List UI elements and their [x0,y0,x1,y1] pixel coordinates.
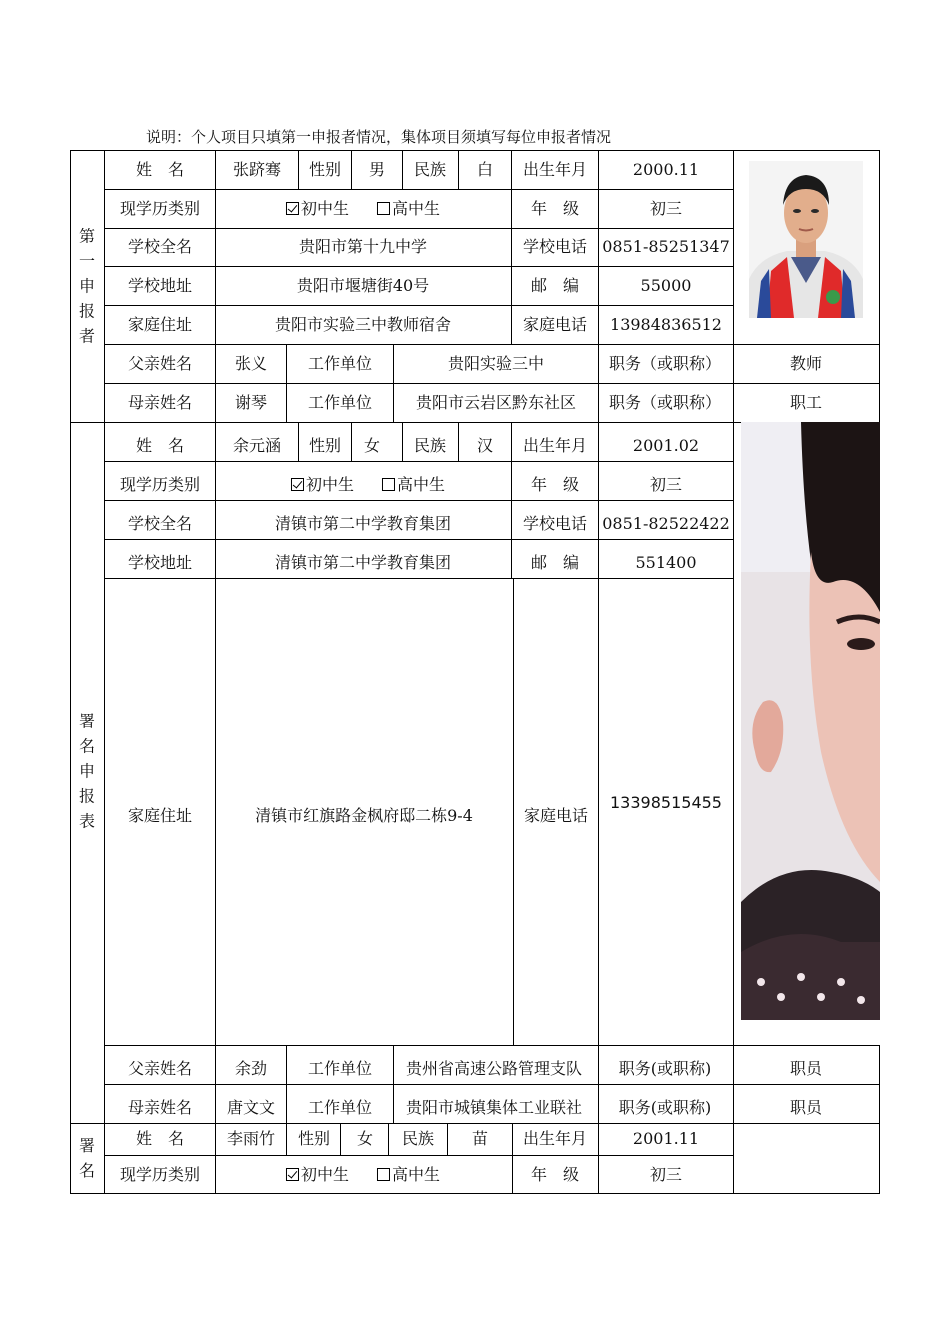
applicant2-postcode: 551400 [635,553,697,572]
applicant1-gender: 男 [368,160,386,179]
label-ethnicity: 民族 [413,160,447,179]
senior-option[interactable]: 高中生 [377,1167,440,1183]
applicant2-school-addr: 清镇市第二中学教育集团 [274,553,452,572]
applicant2-ethnicity: 汉 [476,436,494,455]
label-school-name: 学校全名 [127,237,193,256]
applicant1-postcode: 55000 [640,276,692,295]
applicant1-school-addr: 贵阳市堰塘街40号 [296,276,430,295]
label-edu-type: 现学历类别 [119,1165,201,1184]
label-birth: 出生年月 [522,1129,588,1148]
applicant3-grade: 初三 [649,1165,683,1184]
applicant2-mother-name: 唐文文 [226,1098,276,1117]
label-gender: 性别 [297,1129,331,1148]
label-father: 父亲姓名 [127,354,193,373]
label-name: 姓 名 [135,160,185,179]
label-school-name: 学校全名 [127,514,193,533]
label-gender: 性别 [308,160,342,179]
label-birth: 出生年月 [522,436,588,455]
applicant1-father-name: 张义 [234,354,268,373]
label-mother: 母亲姓名 [127,393,193,412]
applicant2-mother-work: 贵阳市城镇集体工业联社 [405,1098,583,1117]
label-birth: 出生年月 [522,160,588,179]
checkbox-checked-icon[interactable] [286,1168,299,1181]
applicant2-father-position: 职员 [789,1059,823,1078]
label-workplace: 工作单位 [307,354,373,373]
applicant1-mother-work: 贵阳市云岩区黔东社区 [415,393,577,412]
checkbox-checked-icon[interactable] [286,202,299,215]
applicant2-name: 余元涵 [232,436,282,455]
applicant3-name: 李雨竹 [226,1129,276,1148]
applicant1-school-name: 贵阳市第十九中学 [298,237,428,256]
label-mother: 母亲姓名 [127,1098,193,1117]
junior-option[interactable]: 初中生 [286,201,349,217]
label-home-phone: 家庭电话 [522,315,588,334]
label-home-phone: 家庭电话 [523,806,589,825]
applicant2-mother-position: 职员 [789,1098,823,1117]
applicant1-edu-options [272,201,454,217]
label-home-addr: 家庭住址 [127,315,193,334]
applicant3-edu-options [272,1167,454,1183]
label-workplace: 工作单位 [307,1098,373,1117]
label-school-phone: 学校电话 [522,514,588,533]
label-home-addr: 家庭住址 [127,806,193,825]
applicant2-grade: 初三 [649,475,683,494]
applicant2-gender: 女 [363,436,381,455]
label-grade: 年 级 [530,199,580,218]
label-edu-type: 现学历类别 [119,475,201,494]
label-name: 姓 名 [135,436,185,455]
label-school-phone: 学校电话 [522,237,588,256]
applicant1-school-phone: 0851-85251347 [602,237,730,256]
applicant1-grade: 初三 [649,199,683,218]
applicant1-father-work: 贵阳实验三中 [447,354,545,373]
junior-option[interactable]: 初中生 [286,1167,349,1183]
label-postcode: 邮 编 [530,553,580,572]
applicant2-father-name: 余劲 [234,1059,268,1078]
label-position: 职务(或职称) [618,1059,712,1078]
label-school-addr: 学校地址 [127,276,193,295]
label-postcode: 邮 编 [530,276,580,295]
checkbox-checked-icon[interactable] [291,478,304,491]
label-workplace: 工作单位 [307,1059,373,1078]
applicant2-home-addr: 清镇市红旗路金枫府邸二栋9-4 [255,806,473,825]
applicant2-school-name: 清镇市第二中学教育集团 [274,514,452,533]
senior-option[interactable]: 高中生 [377,201,440,217]
applicant3-ethnicity: 苗 [471,1129,489,1148]
label-grade: 年 级 [530,475,580,494]
checkbox-empty-icon[interactable] [377,202,390,215]
applicant1-birth: 2000.11 [632,160,700,179]
instruction-note: 说明：个人项目只填第一申报者情况，集体项目须填写每位申报者情况 [146,128,612,146]
applicant1-photo [749,161,863,318]
label-gender: 性别 [308,436,342,455]
label-school-addr: 学校地址 [127,553,193,572]
applicant3-birth: 2001.11 [632,1129,700,1148]
label-workplace: 工作单位 [307,393,373,412]
section2-title: 署 名 申 报 表 [78,711,95,831]
applicant2-school-phone: 0851-82522422 [602,514,730,533]
section3-title: 署 名 [78,1136,95,1180]
portrait-photo-icon [749,161,863,318]
applicant1-name: 张跻骞 [232,160,282,179]
checkbox-empty-icon[interactable] [382,478,395,491]
applicant2-birth: 2001.02 [632,436,700,455]
applicant3-gender: 女 [356,1129,374,1148]
label-ethnicity: 民族 [401,1129,435,1148]
label-father: 父亲姓名 [127,1059,193,1078]
applicant1-mother-position: 职工 [789,393,823,412]
label-edu-type: 现学历类别 [119,199,201,218]
label-position: 职务（或职称） [608,393,722,412]
applicant2-edu-options [277,477,459,493]
label-name: 姓 名 [135,1129,185,1148]
label-ethnicity: 民族 [413,436,447,455]
applicant1-home-addr: 贵阳市实验三中教师宿舍 [274,315,452,334]
label-grade: 年 级 [530,1165,580,1184]
label-position: 职务（或职称） [608,354,722,373]
applicant1-mother-name: 谢琴 [234,393,268,412]
section1-title: 第 一 申 报 者 [78,226,95,346]
junior-option[interactable]: 初中生 [291,477,354,493]
checkbox-empty-icon[interactable] [377,1168,390,1181]
applicant2-photo [741,422,880,1020]
senior-option[interactable]: 高中生 [382,477,445,493]
applicant1-home-phone: 13984836512 [610,315,722,334]
applicant2-home-phone: 13398515455 [610,793,722,812]
portrait-photo-icon [741,422,880,1020]
label-position: 职务(或职称) [618,1098,712,1117]
applicant2-father-work: 贵州省高速公路管理支队 [405,1059,583,1078]
applicant1-father-position: 教师 [789,354,823,373]
applicant1-ethnicity: 白 [476,160,494,179]
